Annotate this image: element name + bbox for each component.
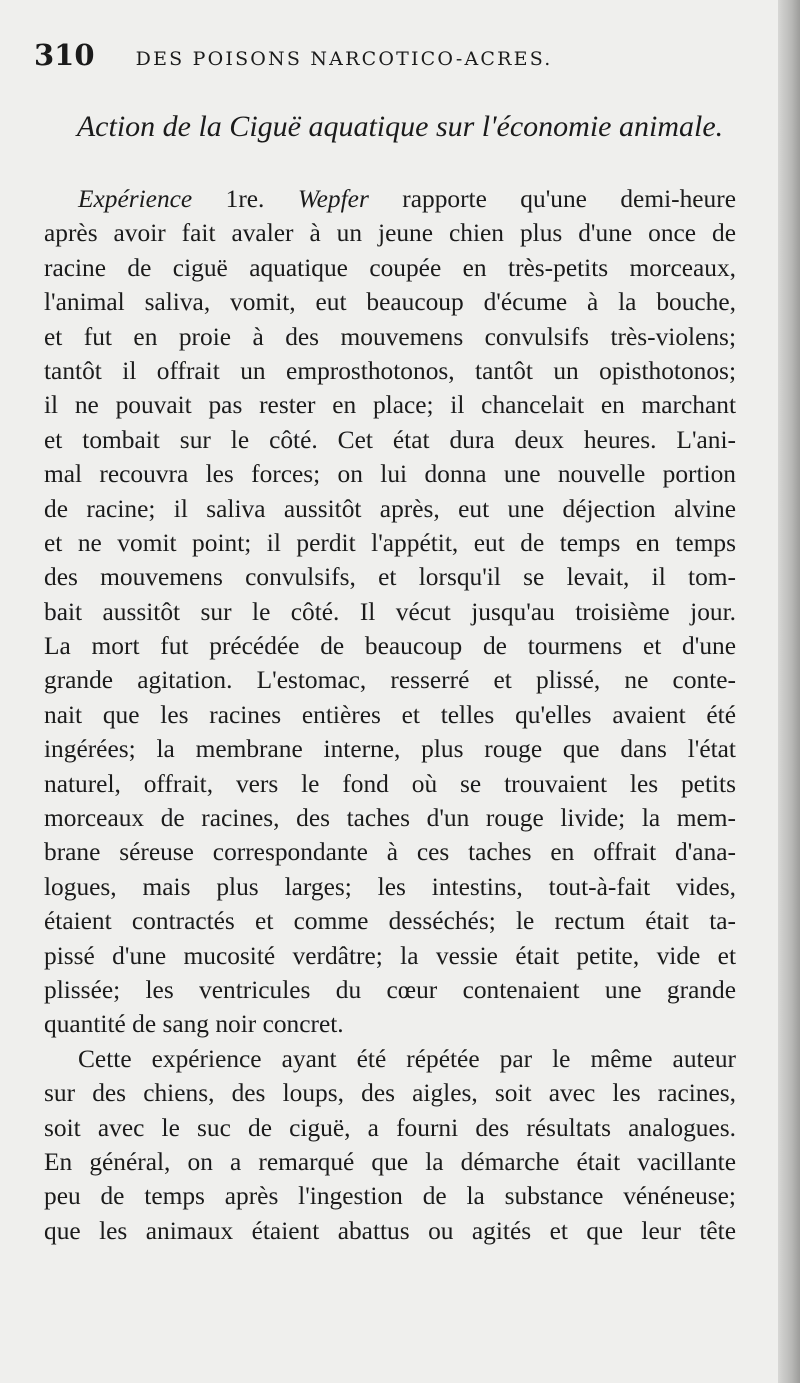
text-line: soit avec le suc de ciguë, a fourni des résultats analogues.	[44, 1113, 736, 1142]
text-line: nait que les racines entières et telles qu'elles avaient été	[44, 700, 736, 729]
page-gutter-shadow	[778, 0, 800, 1383]
running-title: DES POISONS NARCOTICO-ACRES.	[135, 48, 553, 70]
paragraph-2-line-1: Cette expérience ayant été répétée par le même auteur	[78, 1044, 736, 1073]
text-line: et tombait sur le côté. Cet état dura deux heures. L'ani-	[44, 425, 736, 454]
text-line: et fut en proie à des mouvemens convulsifs très-violens;	[44, 322, 736, 351]
text-line: mal recouvra les forces; on lui donna une nouvelle portion	[44, 460, 736, 489]
text-line: après avoir fait avaler à un jeune chien plus d'une once de	[44, 219, 736, 248]
text-line: que les animaux étaient abattus ou agités et que leur tête	[44, 1216, 736, 1245]
text-line: bait aussitôt sur le côté. Il vécut jusqu'au troisième jour.	[44, 597, 736, 626]
body-text	[44, 182, 736, 1248]
text-line: ingérées; la membrane interne, plus rouge que dans l'état	[44, 735, 736, 764]
paragraph-1-line-1-rest: rapporte qu'une demi-heure	[368, 185, 736, 213]
paragraph-1-line-1	[44, 182, 736, 216]
text-line: pissé d'une mucosité verdâtre; la vessie était petite, vide et	[44, 941, 736, 970]
text-line: En général, on a remarqué que la démarche était vacillante	[44, 1147, 736, 1176]
experiment-label: Expérience	[78, 185, 193, 213]
experiment-ordinal: 1re.	[225, 185, 265, 213]
text-line: brane séreuse correspondante à ces taches en offrait d'ana-	[44, 838, 736, 867]
author-name: Wepfer	[297, 185, 369, 213]
text-line: logues, mais plus larges; les intestins, tout-à-fait vides,	[44, 872, 736, 901]
text-line: sur des chiens, des loups, des aigles, soit avec les racines,	[44, 1079, 736, 1108]
text-line: grande agitation. L'estomac, resserré et plissé, ne conte-	[44, 666, 736, 695]
page-number: 310	[34, 38, 95, 72]
section-title: Action de la Ciguë aquatique sur l'économie animale.	[76, 110, 724, 143]
text-line: racine de ciguë aquatique coupée en très-petits morceaux,	[44, 253, 736, 282]
text-line: des mouvemens convulsifs, et lorsqu'il se levait, il tom-	[44, 563, 736, 592]
text-line: étaient contractés et comme desséchés; le rectum était ta-	[44, 907, 736, 936]
text-line: l'animal saliva, vomit, eut beaucoup d'écume à la bouche,	[44, 288, 736, 317]
running-header	[34, 38, 734, 72]
text-line: de racine; il saliva aussitôt après, eut une déjection alvine	[44, 494, 736, 523]
text-line: quantité de sang noir concret.	[44, 1010, 344, 1039]
text-line: morceaux de racines, des taches d'un rouge livide; la mem-	[44, 804, 736, 833]
text-line: et ne vomit point; il perdit l'appétit, eut de temps en temps	[44, 528, 736, 557]
text-line: tantôt il offrait un emprosthotonos, tantôt un opisthotonos;	[44, 356, 736, 385]
text-line: naturel, offrait, vers le fond où se trouvaient les petits	[44, 769, 736, 798]
text-line: peu de temps après l'ingestion de la substance vénéneuse;	[44, 1182, 736, 1211]
text-line: La mort fut précédée de beaucoup de tourmens et d'une	[44, 632, 736, 661]
text-line: plissée; les ventricules du cœur contenaient une grande	[44, 975, 736, 1004]
text-line: il ne pouvait pas rester en place; il chancelait en marchant	[44, 391, 736, 420]
